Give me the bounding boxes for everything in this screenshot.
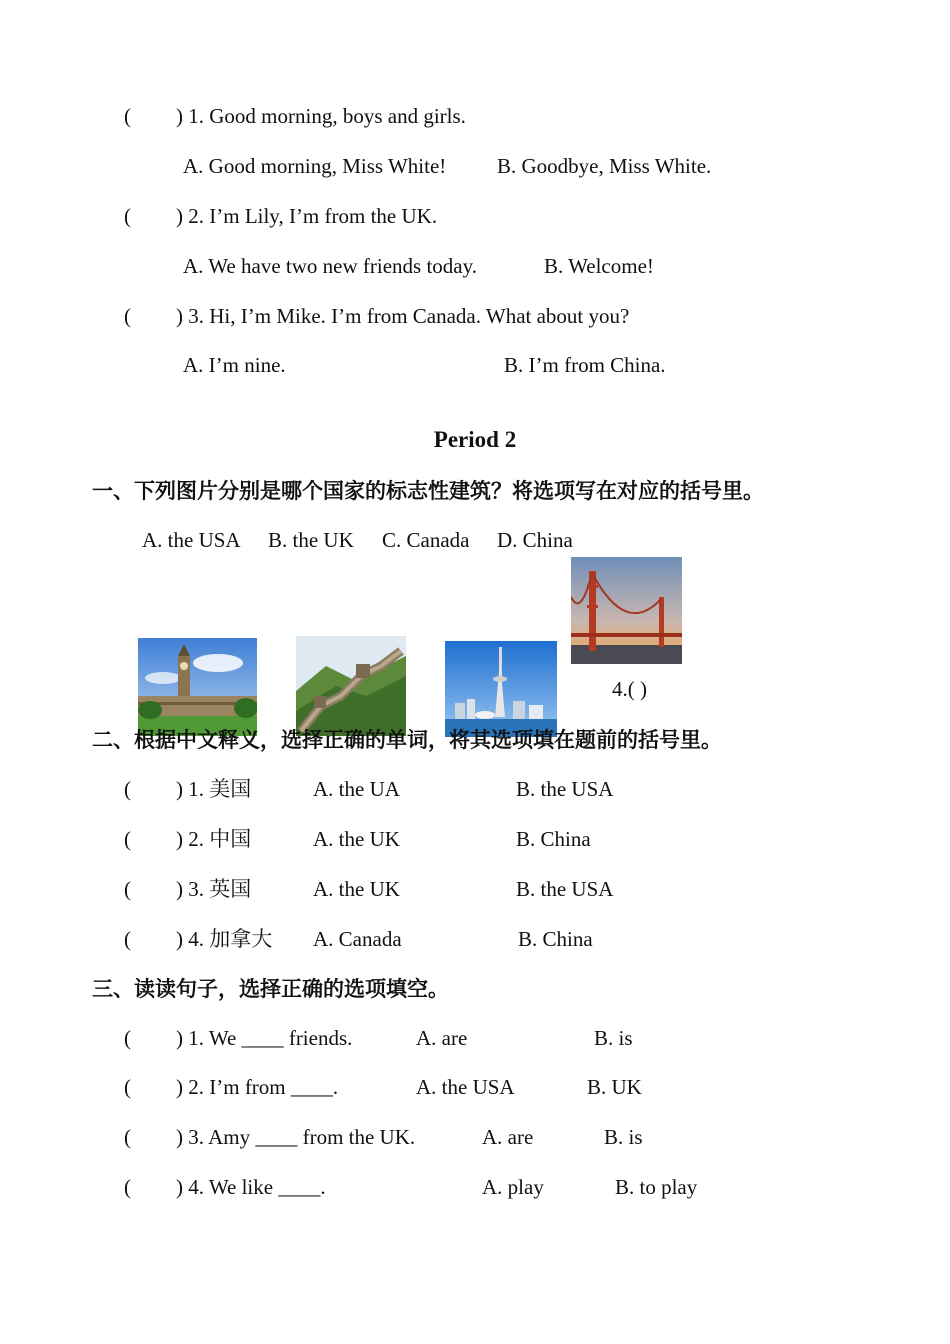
s2-q3-paren: (: [124, 877, 131, 901]
s3-q3-text: ) 3. Amy ____ from the UK.: [176, 1125, 416, 1149]
s2-q1-paren: (: [124, 777, 131, 801]
s2-q2-paren: (: [124, 827, 131, 851]
s2-q4-paren: (: [124, 927, 131, 951]
s3-q1-option-a: A. are: [416, 1026, 468, 1050]
s3-q1-text: ) 1. We ____ friends.: [176, 1026, 353, 1050]
section2-heading: 二、根据中文释义，选择正确的单词，将其选项填在题前的括号里。: [92, 728, 722, 752]
q2-text: ) 2. I’m Lily, I’m from the UK.: [176, 204, 438, 228]
section1-option-c: C. Canada: [382, 528, 470, 552]
q2-paren: (: [124, 204, 131, 228]
s2-q1-text: ) 1. 美国: [176, 777, 252, 801]
s2-q3-option-b: B. the USA: [516, 877, 614, 901]
period-title: Period 2: [433, 427, 517, 452]
picture4-answer: 4.( ): [612, 677, 647, 701]
s3-q4-option-b: B. to play: [615, 1175, 698, 1199]
s3-q1-option-b: B. is: [594, 1026, 633, 1050]
section1-option-d: D. China: [497, 528, 573, 552]
s2-q2-text: ) 2. 中国: [176, 827, 252, 851]
section1-option-b: B. the UK: [268, 528, 354, 552]
section1-option-a: A. the USA: [142, 528, 241, 552]
q1-text: ) 1. Good morning, boys and girls.: [176, 104, 466, 128]
s2-q4-option-b: B. China: [518, 927, 593, 951]
s3-q3-paren: (: [124, 1125, 131, 1149]
q3-option-b: B. I’m from China.: [504, 353, 666, 377]
s2-q1-option-a: A. the UA: [313, 777, 400, 801]
s3-q2-option-a: A. the USA: [416, 1075, 515, 1099]
s2-q1-option-b: B. the USA: [516, 777, 614, 801]
golden-gate-bridge-picture: [571, 557, 682, 664]
q1-option-a: A. Good morning, Miss White!: [183, 154, 447, 178]
s3-q2-paren: (: [124, 1075, 131, 1099]
q2-option-b: B. Welcome!: [544, 254, 654, 278]
s3-q4-text: ) 4. We like ____.: [176, 1175, 326, 1199]
s2-q2-option-b: B. China: [516, 827, 591, 851]
s2-q3-option-a: A. the UK: [313, 877, 400, 901]
s3-q3-option-a: A. are: [482, 1125, 534, 1149]
q1-option-b: B. Goodbye, Miss White.: [497, 154, 712, 178]
q3-paren: (: [124, 304, 131, 328]
section1-heading: 一、下列图片分别是哪个国家的标志性建筑？将选项写在对应的括号里。: [92, 479, 764, 503]
q1-paren: (: [124, 104, 131, 128]
section3-heading: 三、读读句子，选择正确的选项填空。: [92, 977, 449, 1001]
s3-q4-option-a: A. play: [482, 1175, 544, 1199]
q2-option-a: A. We have two new friends today.: [183, 254, 477, 278]
s2-q2-option-a: A. the UK: [313, 827, 400, 851]
s3-q2-text: ) 2. I’m from ____.: [176, 1075, 339, 1099]
s3-q1-paren: (: [124, 1026, 131, 1050]
s3-q4-paren: (: [124, 1175, 131, 1199]
great-wall-picture: [296, 636, 406, 736]
s2-q4-option-a: A. Canada: [313, 927, 402, 951]
q3-text: ) 3. Hi, I’m Mike. I’m from Canada. What about you?: [176, 304, 630, 328]
q3-option-a: A. I’m nine.: [183, 353, 286, 377]
s2-q3-text: ) 3. 英国: [176, 877, 252, 901]
s3-q2-option-b: B. UK: [587, 1075, 642, 1099]
cn-tower-picture: [445, 641, 557, 737]
s3-q3-option-b: B. is: [604, 1125, 643, 1149]
s2-q4-text: ) 4. 加拿大: [176, 927, 273, 951]
